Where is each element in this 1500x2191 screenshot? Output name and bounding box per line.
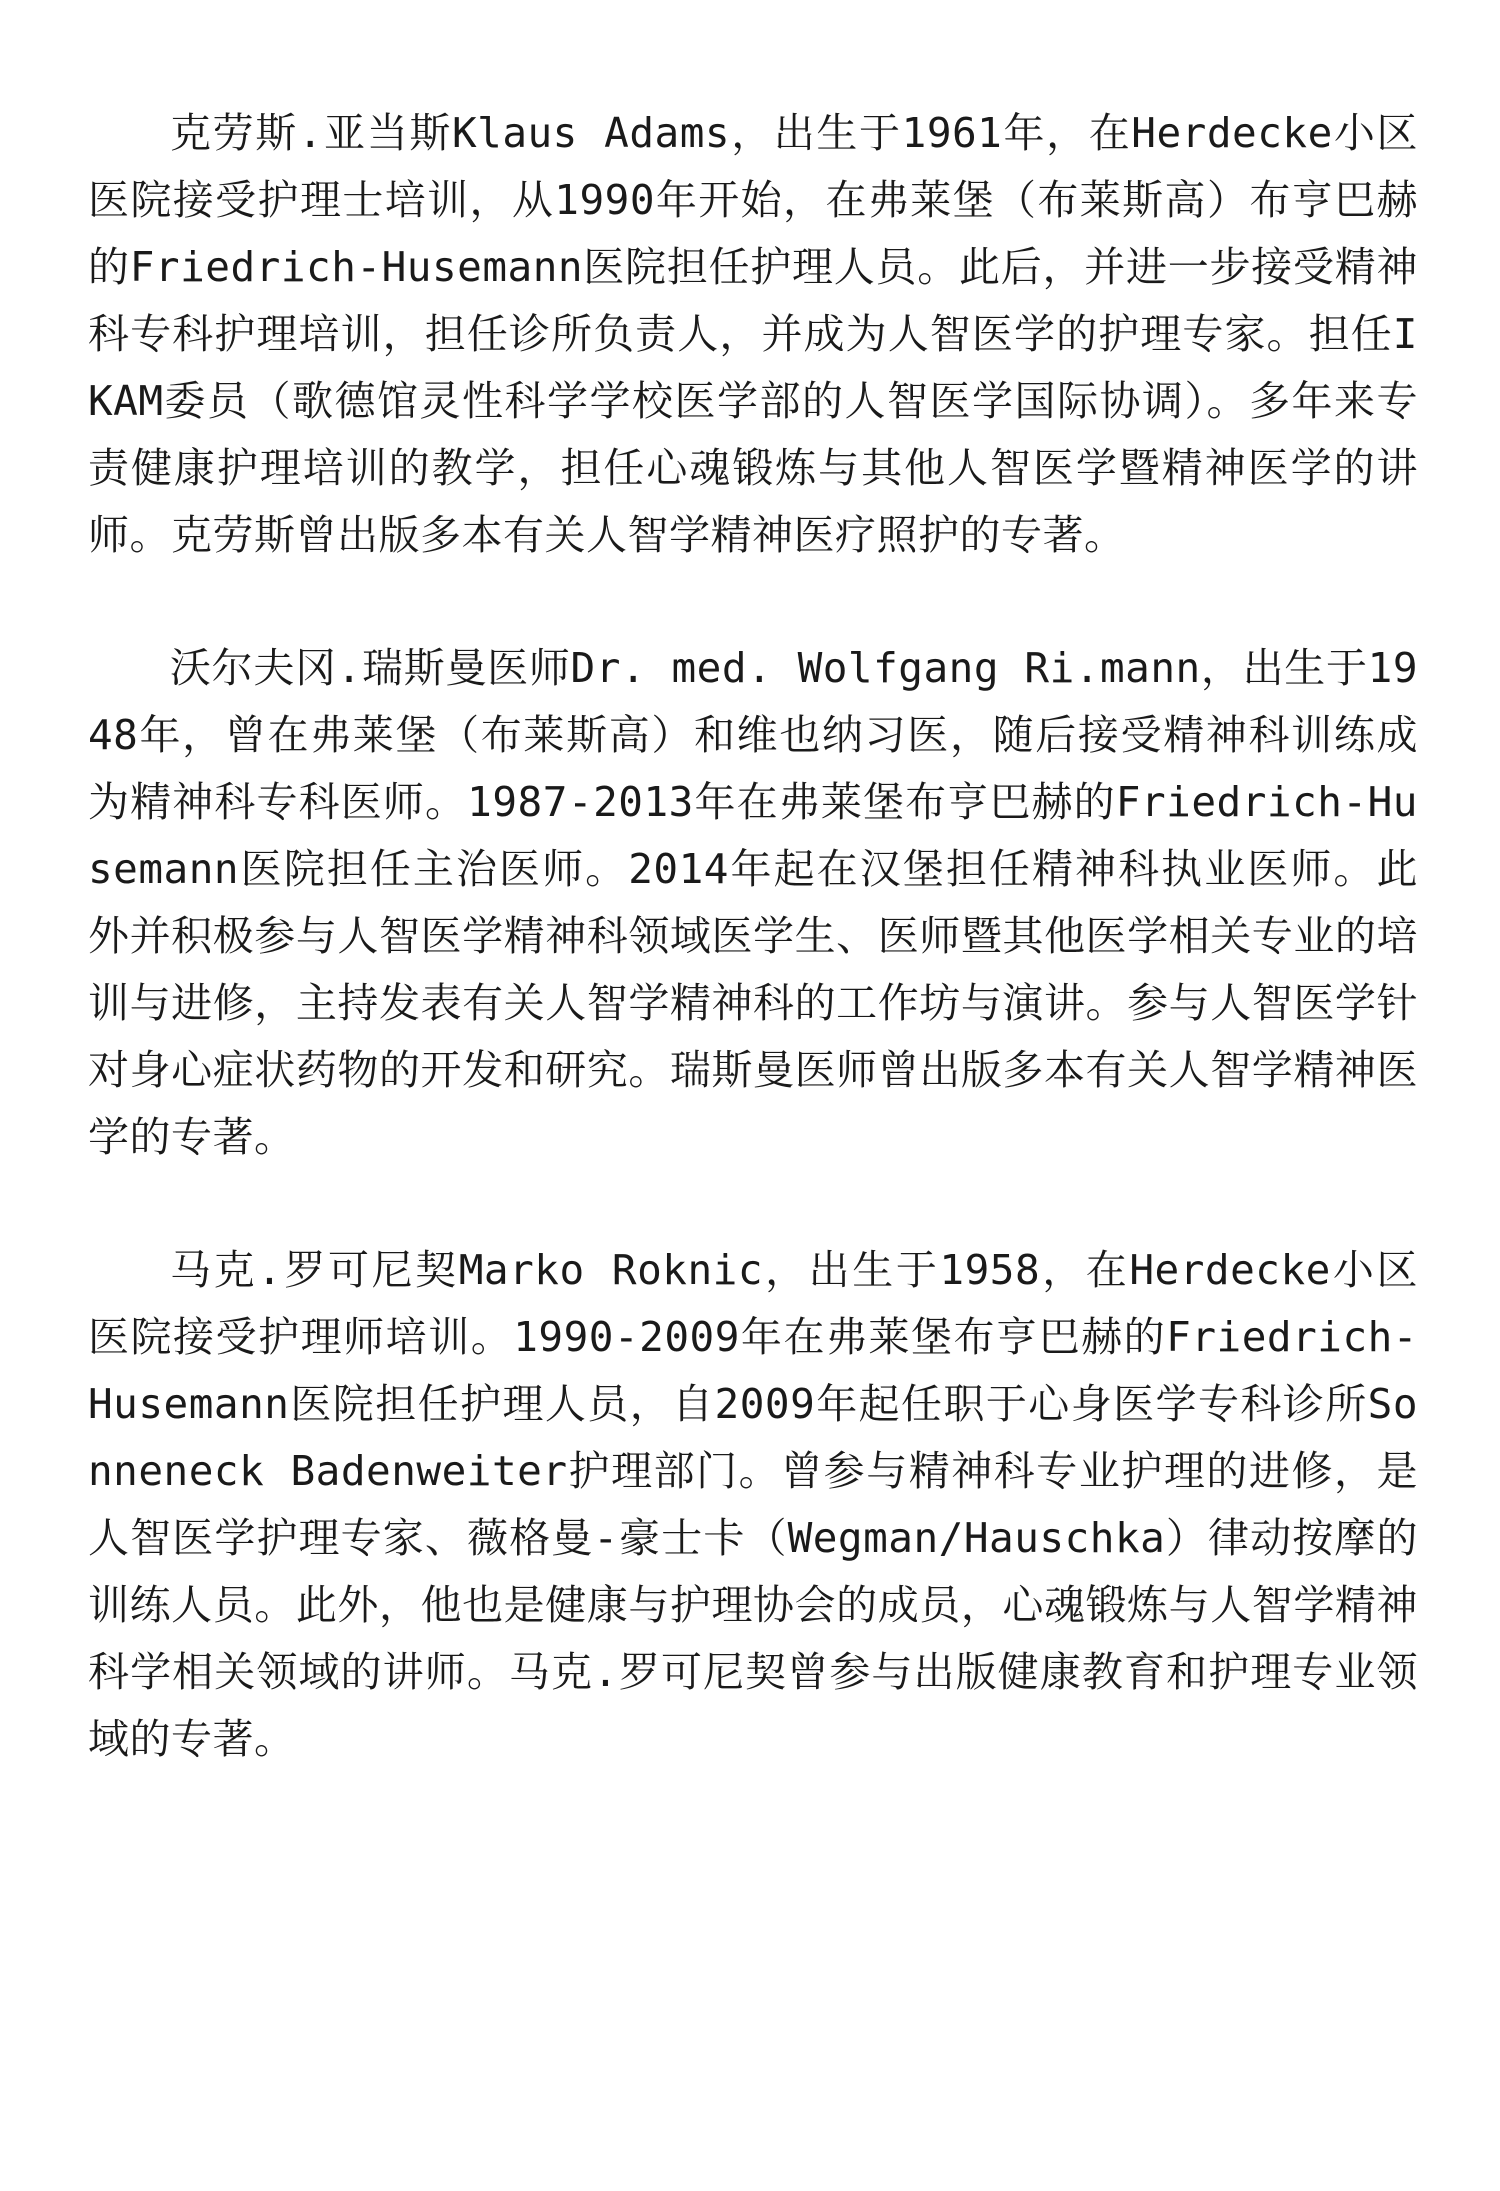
bio-paragraph-klaus-adams: 克劳斯.亚当斯Klaus Adams，出生于1961年，在Herdecke小区医院接受护理士培训，从1990年开始，在弗莱堡（布莱斯高）布亨巴赫的Friedrich-Husemann医院担任护理人员。此后，并进一步接受精神科专科护理培训，担任诊所负责人，并成为人智医学的护理专家。担任IKAM委员（歌德馆灵性科学学校医学部的人智医学国际协调）。多年来专责健康护理培训的教学，担任心魂锻炼与其他人智医学暨精神医学的讲师。克劳斯曾出版多本有关人智学精神医疗照护的专著。 <box>88 109 1418 559</box>
bio-paragraph-marko-roknic: 马克.罗可尼契Marko Roknic，出生于1958，在Herdecke小区医院接受护理师培训。1990-2009年在弗莱堡布亨巴赫的Friedrich-Husemann医院担任护理人员，自2009年起任职于心身医学专科诊所Sonneneck Badenweiter护理部门。曾参与精神科专业护理的进修，是人智医学护理专家、薇格曼-豪士卡（Wegman/Hauschka）律动按摩的训练人员。此外，他也是健康与护理协会的成员，心魂锻炼与人智学精神科学相关领域的讲师。马克.罗可尼契曾参与出版健康教育和护理专业领域的专著。 <box>88 1246 1418 1763</box>
bio-paragraph-wolfgang-rissmann: 沃尔夫冈.瑞斯曼医师Dr. med. Wolfgang Ri.mann，出生于1948年，曾在弗莱堡（布莱斯高）和维也纳习医，随后接受精神科训练成为精神科专科医师。1987-2013年在弗莱堡布亨巴赫的Friedrich-Husemann医院担任主治医师。2014年起在汉堡担任精神科执业医师。此外并积极参与人智医学精神科领域医学生、医师暨其他医学相关专业的培训与进修，主持发表有关人智学精神科的工作坊与演讲。参与人智医学针对身心症状药物的开发和研究。瑞斯曼医师曾出版多本有关人智学精神医学的专著。 <box>88 644 1418 1161</box>
biography-page <box>88 100 1418 1773</box>
